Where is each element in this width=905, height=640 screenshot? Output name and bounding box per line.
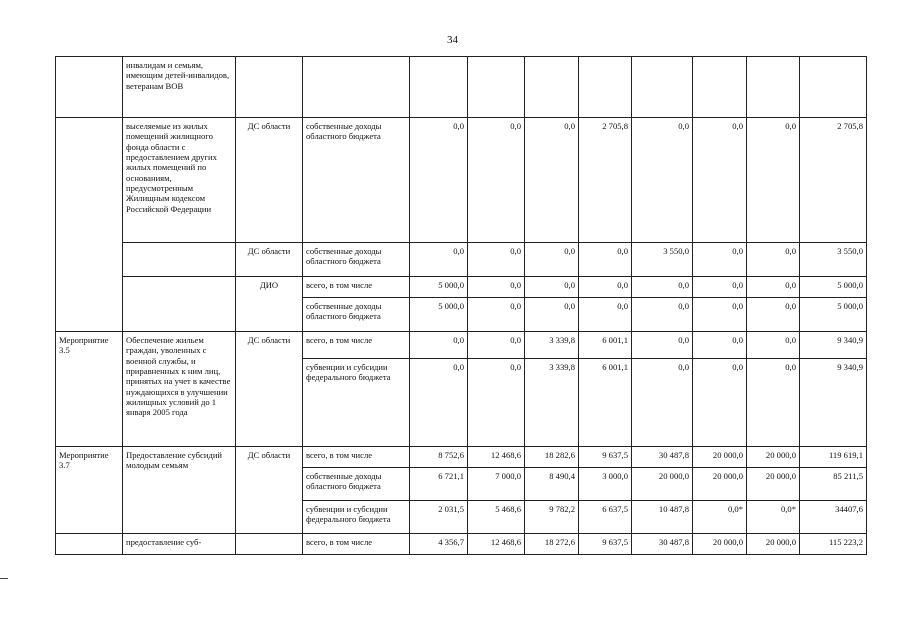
description-cell — [123, 243, 236, 277]
executor-cell: ДС области — [236, 447, 303, 534]
value-cell: 0,0 — [693, 243, 747, 277]
value-cell: 0,0 — [468, 298, 525, 332]
executor-cell: ДС области — [236, 243, 303, 277]
source-cell: всего, в том числе — [303, 277, 410, 298]
description-cell: Предоставление субсидий молодым семьям — [123, 447, 236, 534]
description-cell: Обеспечение жильем граждан, уволенных с военной службы, и приравненных к ним лиц, принятых на учет в качестве нуждающихся в улучшении жилищных условий до 1 января 2005 года — [123, 332, 236, 447]
value-cell — [747, 57, 800, 118]
value-cell: 0,0 — [693, 118, 747, 243]
value-cell: 0,0 — [579, 243, 632, 277]
source-cell: субвенции и субсидии федерального бюджета — [303, 501, 410, 534]
value-cell — [693, 57, 747, 118]
description-cell — [123, 277, 236, 298]
value-cell: 0,0 — [632, 332, 693, 359]
value-cell — [632, 57, 693, 118]
value-cell — [800, 57, 867, 118]
value-cell: 9 637,5 — [579, 447, 632, 468]
value-cell: 3 339,8 — [525, 332, 579, 359]
value-cell: 20 000,0 — [693, 468, 747, 501]
event-cell — [56, 359, 123, 447]
value-cell: 0,0 — [410, 359, 468, 447]
value-cell — [579, 57, 632, 118]
page-number: 34 — [447, 34, 458, 46]
value-cell: 2 705,8 — [579, 118, 632, 243]
value-cell: 85 211,5 — [800, 468, 867, 501]
value-cell: 0,0 — [747, 243, 800, 277]
value-cell: 18 282,6 — [525, 447, 579, 468]
value-cell: 3 550,0 — [800, 243, 867, 277]
value-cell: 0,0 — [525, 243, 579, 277]
description-cell: выселяемые из жилых помещений жилищного фонда области с предоставлением других жилых помещений по основаниям, предусмотренным Жилищным кодексом Российской Федерации — [123, 118, 236, 243]
value-cell: 8 752,6 — [410, 447, 468, 468]
source-cell: всего, в том числе — [303, 332, 410, 359]
executor-cell — [236, 359, 303, 447]
value-cell: 6 001,1 — [579, 332, 632, 359]
value-cell: 0,0 — [632, 298, 693, 332]
value-cell: 8 490,4 — [525, 468, 579, 501]
value-cell: 0,0 — [579, 298, 632, 332]
table-row — [56, 447, 867, 468]
value-cell: 0,0 — [410, 332, 468, 359]
value-cell: 3 550,0 — [632, 243, 693, 277]
value-cell: 10 487,8 — [632, 501, 693, 534]
source-cell: собственные доходы областного бюджета — [303, 243, 410, 277]
value-cell: 3 339,8 — [525, 359, 579, 447]
event-cell: Мероприятие 3.7 — [56, 447, 123, 534]
value-cell: 0,0 — [410, 243, 468, 277]
value-cell: 5 000,0 — [800, 298, 867, 332]
source-cell: всего, в том числе — [303, 447, 410, 468]
value-cell: 0,0 — [693, 277, 747, 298]
source-cell: всего, в том числе — [303, 534, 410, 555]
source-cell — [303, 57, 410, 118]
value-cell: 0,0* — [747, 501, 800, 534]
executor-cell: ДИО — [236, 277, 303, 298]
value-cell: 5 000,0 — [410, 298, 468, 332]
value-cell: 4 356,7 — [410, 534, 468, 555]
value-cell: 5 000,0 — [410, 277, 468, 298]
table-row — [56, 534, 867, 555]
event-cell — [56, 118, 123, 243]
value-cell: 0,0 — [632, 359, 693, 447]
value-cell: 0,0 — [525, 118, 579, 243]
value-cell: 20 000,0 — [747, 468, 800, 501]
event-cell — [56, 57, 123, 118]
value-cell: 0,0 — [747, 298, 800, 332]
description-cell: предоставление суб- — [123, 534, 236, 555]
value-cell: 0,0 — [468, 359, 525, 447]
value-cell: 20 000,0 — [693, 447, 747, 468]
value-cell: 0,0 — [410, 118, 468, 243]
table-row — [56, 332, 867, 359]
value-cell: 0,0 — [747, 332, 800, 359]
margin-mark — [0, 578, 8, 579]
value-cell: 20 000,0 — [693, 534, 747, 555]
value-cell: 6 001,1 — [579, 359, 632, 447]
value-cell: 0,0 — [579, 277, 632, 298]
value-cell — [468, 57, 525, 118]
value-cell: 18 272,6 — [525, 534, 579, 555]
value-cell: 20 000,0 — [747, 534, 800, 555]
value-cell: 0,0 — [468, 243, 525, 277]
budget-table-body — [56, 57, 867, 555]
table-row — [56, 57, 867, 118]
value-cell: 0,0 — [525, 277, 579, 298]
value-cell: 0,0 — [747, 359, 800, 447]
value-cell — [525, 57, 579, 118]
source-cell: собственные доходы областного бюджета — [303, 468, 410, 501]
source-cell: собственные доходы областного бюджета — [303, 118, 410, 243]
value-cell: 20 000,0 — [632, 468, 693, 501]
value-cell: 2 705,8 — [800, 118, 867, 243]
executor-cell: ДС области — [236, 332, 303, 359]
table-row — [56, 118, 867, 243]
value-cell: 30 487,8 — [632, 447, 693, 468]
source-cell: субвенции и субсидии федерального бюджета — [303, 359, 410, 447]
value-cell: 115 223,2 — [800, 534, 867, 555]
value-cell: 34407,6 — [800, 501, 867, 534]
value-cell: 0,0* — [693, 501, 747, 534]
description-cell: инвалидам и семьям, имеющим детей-инвалидов, ветеранам ВОВ — [123, 57, 236, 118]
executor-cell — [236, 57, 303, 118]
value-cell: 9 340,9 — [800, 332, 867, 359]
value-cell: 12 468,6 — [468, 534, 525, 555]
value-cell: 0,0 — [468, 332, 525, 359]
value-cell: 6 721,1 — [410, 468, 468, 501]
table-row — [56, 298, 867, 332]
source-cell: собственные доходы областного бюджета — [303, 298, 410, 332]
description-cell — [123, 298, 236, 332]
value-cell: 5 468,6 — [468, 501, 525, 534]
value-cell: 5 000,0 — [800, 277, 867, 298]
value-cell: 20 000,0 — [747, 447, 800, 468]
value-cell — [410, 57, 468, 118]
executor-cell — [236, 298, 303, 332]
value-cell: 119 619,1 — [800, 447, 867, 468]
value-cell: 7 000,0 — [468, 468, 525, 501]
event-cell — [56, 243, 123, 277]
value-cell: 30 487,8 — [632, 534, 693, 555]
value-cell: 0,0 — [747, 118, 800, 243]
value-cell: 9 637,5 — [579, 534, 632, 555]
value-cell: 0,0 — [525, 298, 579, 332]
table-row — [56, 277, 867, 298]
value-cell: 6 637,5 — [579, 501, 632, 534]
value-cell: 0,0 — [693, 332, 747, 359]
executor-cell — [236, 534, 303, 555]
value-cell: 0,0 — [693, 298, 747, 332]
value-cell: 0,0 — [468, 277, 525, 298]
value-cell: 12 468,6 — [468, 447, 525, 468]
value-cell: 0,0 — [632, 118, 693, 243]
table-row — [56, 243, 867, 277]
budget-table — [55, 56, 867, 555]
executor-cell: ДС области — [236, 118, 303, 243]
event-cell — [56, 534, 123, 555]
event-cell — [56, 298, 123, 332]
value-cell: 2 031,5 — [410, 501, 468, 534]
value-cell: 9 340,9 — [800, 359, 867, 447]
value-cell: 0,0 — [693, 359, 747, 447]
event-cell — [56, 277, 123, 298]
value-cell: 9 782,2 — [525, 501, 579, 534]
value-cell: 3 000,0 — [579, 468, 632, 501]
event-cell: Мероприятие 3.5 — [56, 332, 123, 359]
value-cell: 0,0 — [747, 277, 800, 298]
value-cell: 0,0 — [468, 118, 525, 243]
value-cell: 0,0 — [632, 277, 693, 298]
